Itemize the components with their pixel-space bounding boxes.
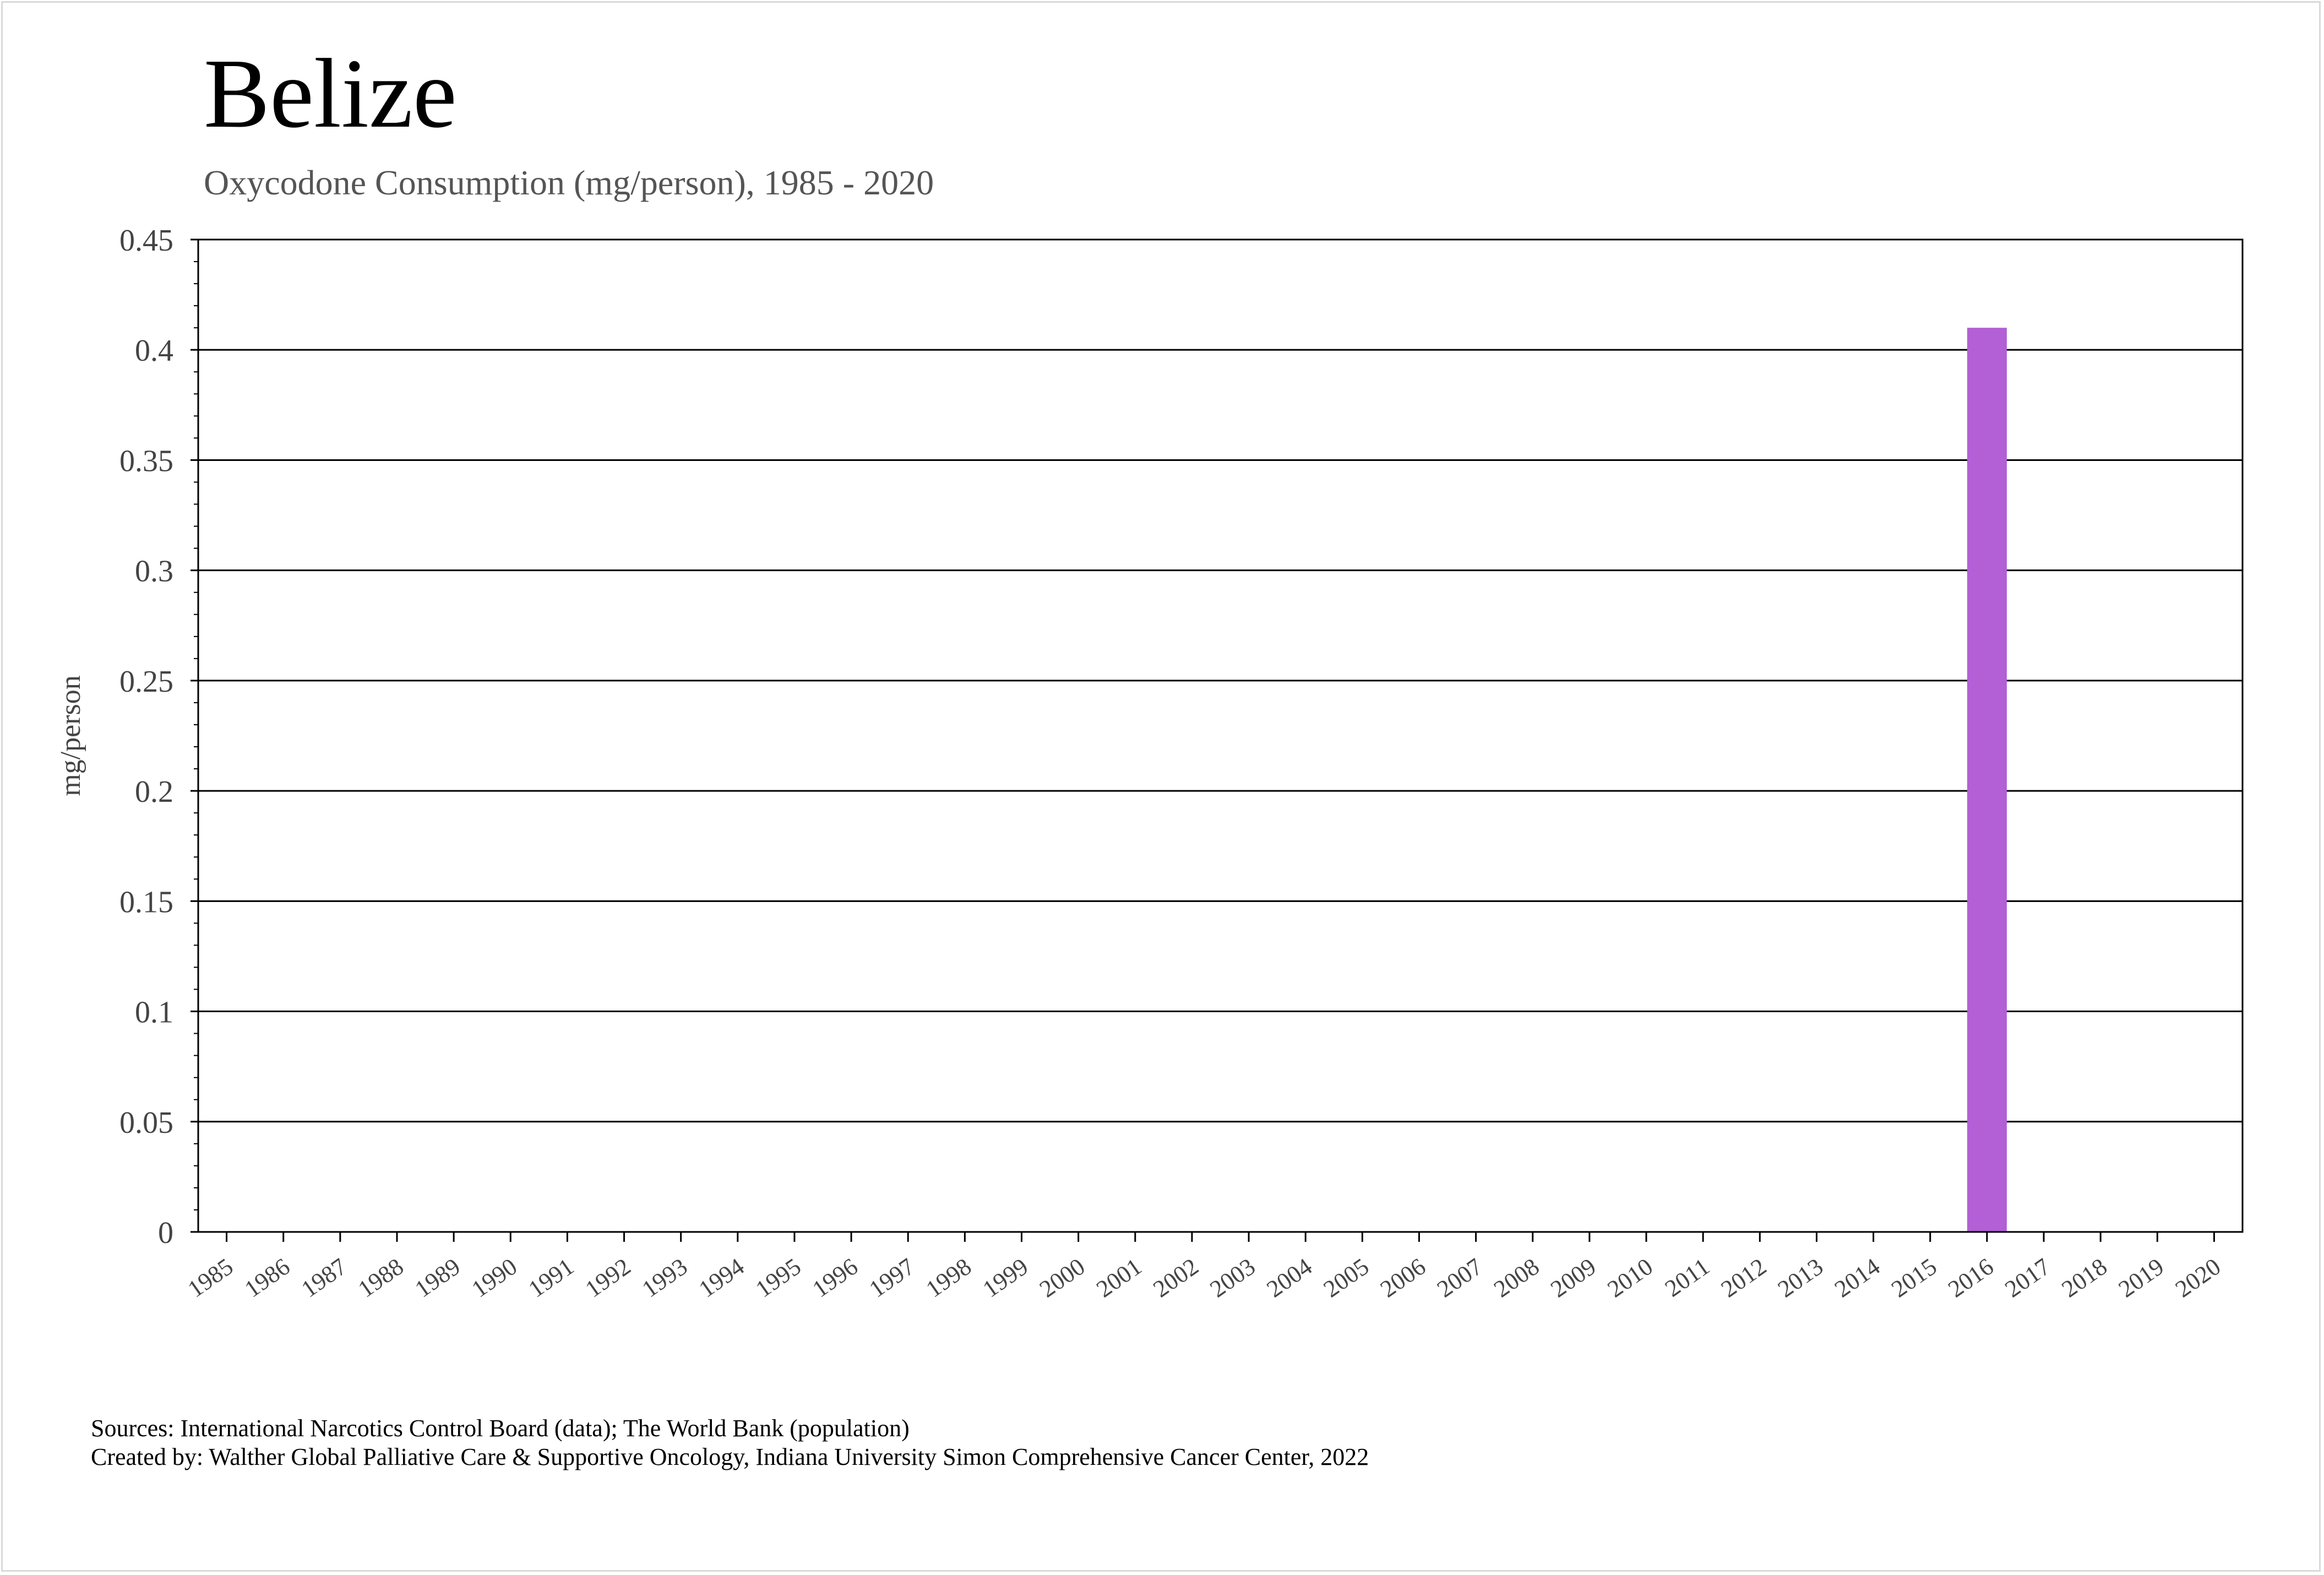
y-tick-label: 0.25	[119, 664, 173, 699]
x-tick-label: 2016	[1943, 1253, 1999, 1303]
x-tick-label: 1999	[978, 1253, 1033, 1303]
x-tick-label: 1988	[353, 1253, 409, 1303]
x-tick-label: 2019	[2113, 1253, 2169, 1303]
y-tick-label: 0.05	[119, 1105, 173, 1140]
x-tick-label: 1994	[694, 1253, 749, 1303]
x-tick-label: 1998	[921, 1253, 977, 1303]
x-tick-label: 1997	[864, 1253, 919, 1303]
sources-note: Sources: International Narcotics Control Board (data); The World Bank (population)	[91, 1415, 910, 1442]
x-tick-label: 1996	[807, 1253, 863, 1303]
x-tick-label: 2012	[1716, 1253, 1772, 1303]
y-axis-label: mg/person	[55, 675, 86, 796]
x-tick-label: 2015	[1886, 1253, 1942, 1303]
y-tick-label: 0.2	[135, 775, 173, 810]
plot-area-border	[198, 240, 2243, 1232]
x-tick-label: 2011	[1660, 1253, 1715, 1302]
x-tick-label: 2020	[2170, 1253, 2226, 1303]
bar-2016	[1967, 328, 2007, 1232]
x-tick-label: 2008	[1489, 1253, 1544, 1303]
x-tick-label: 1993	[637, 1253, 693, 1303]
x-tick-label: 2003	[1205, 1253, 1260, 1303]
x-tick-label: 1992	[580, 1253, 636, 1303]
created-by-note: Created by: Walther Global Palliative Care & Supportive Oncology, Indiana University Simon Comprehensive Cancer Center, 2022	[91, 1443, 1369, 1470]
x-tick-label: 2009	[1545, 1253, 1601, 1303]
chart-title: Belize	[204, 39, 457, 148]
x-tick-label: 2017	[2000, 1253, 2055, 1303]
x-tick-label: 1986	[240, 1253, 295, 1303]
x-tick-label: 2018	[2056, 1253, 2112, 1303]
x-tick-label: 2000	[1035, 1253, 1090, 1303]
y-tick-label: 0.1	[135, 995, 173, 1030]
x-tick-label: 2013	[1773, 1253, 1828, 1303]
x-tick-label: 2014	[1830, 1253, 1885, 1303]
x-tick-label: 2002	[1148, 1253, 1204, 1303]
x-tick-label: 1991	[523, 1253, 579, 1303]
x-tick-label: 1989	[410, 1253, 465, 1303]
x-tick-label: 1987	[296, 1253, 352, 1303]
y-tick-label: 0.45	[119, 224, 173, 258]
y-tick-label: 0.35	[119, 444, 173, 479]
x-tick-label: 2006	[1375, 1253, 1431, 1303]
y-tick-label: 0.3	[135, 554, 173, 589]
x-tick-label: 2005	[1318, 1253, 1374, 1303]
chart-subtitle: Oxycodone Consumption (mg/person), 1985 - 2020	[204, 163, 934, 202]
x-tick-label: 2004	[1261, 1253, 1317, 1303]
x-tick-label: 1985	[183, 1253, 238, 1303]
footer-notes	[91, 1414, 1369, 1471]
x-tick-label: 2007	[1432, 1253, 1488, 1303]
y-tick-label: 0.4	[135, 334, 173, 368]
y-tick-label: 0.15	[119, 885, 173, 920]
x-tick-label: 2010	[1602, 1253, 1658, 1303]
x-tick-label: 1990	[466, 1253, 522, 1303]
y-tick-label: 0	[158, 1216, 173, 1250]
x-tick-label: 1995	[750, 1253, 806, 1303]
x-tick-label: 2001	[1091, 1253, 1147, 1303]
